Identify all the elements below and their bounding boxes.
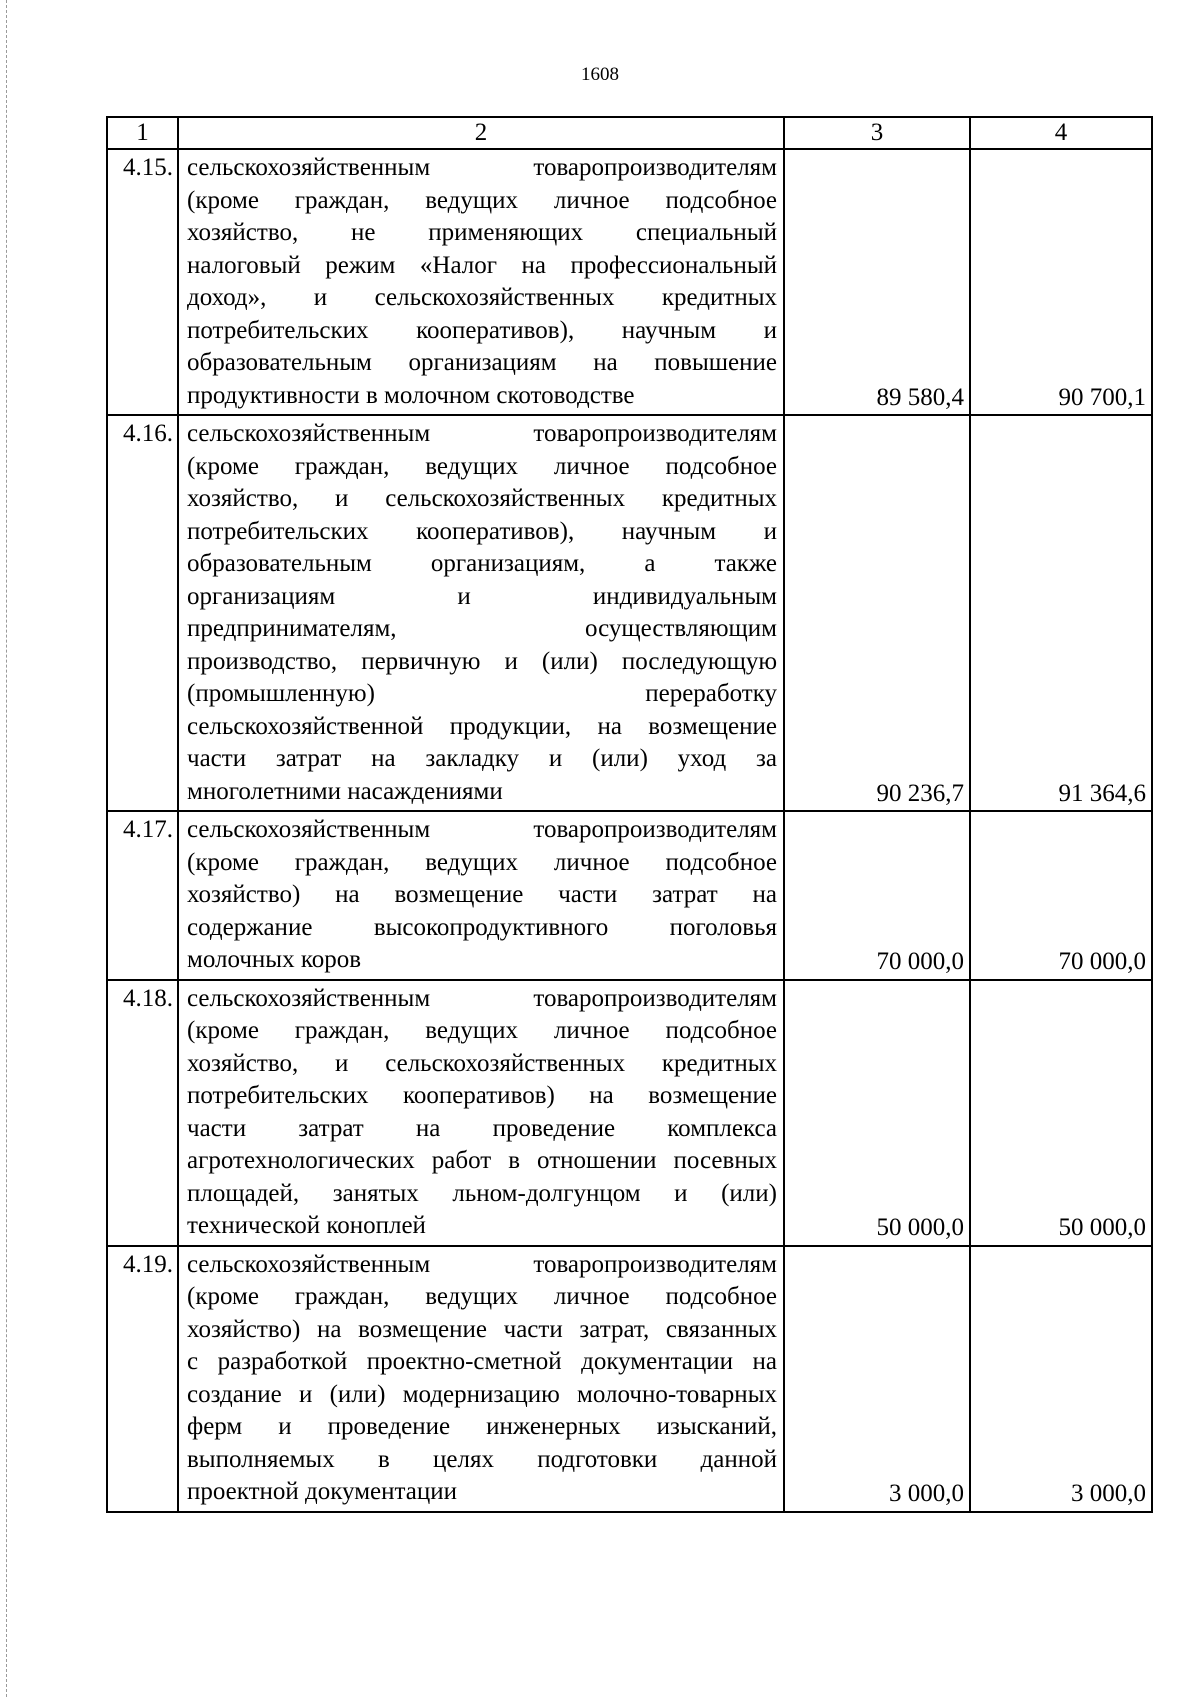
page-number: 1608 [581,64,619,85]
budget-table [106,116,1153,1513]
header-cell-4: 4 [970,117,1152,149]
value-col4: 70 000,0 [970,811,1152,980]
value-col3: 50 000,0 [784,980,970,1246]
description-line: выполняемых в целях подготовки данной [187,1445,777,1473]
table-row [107,980,1152,1246]
row-description [178,149,784,415]
description-line: ферм и проведение инженерных изысканий, [187,1413,777,1440]
description-line: сельскохозяйственным товаропроизводителям [187,816,777,843]
description-last-line: продуктивности в молочном скотоводстве [187,381,635,409]
description-line: производство, первичную и (или) последующую [187,647,777,675]
description-line: содержание высокопродуктивного поголовья [187,913,777,941]
description-line: создание и (или) модернизацию молочно-товарных [187,1380,777,1408]
header-cell-3: 3 [784,117,970,149]
description-line: хозяйство, и сельскохозяйственных кредитных [187,1049,777,1077]
description-line: части затрат на закладку и (или) уход за [187,745,777,772]
description-line: потребительских кооперативов), научным и [187,517,777,545]
description-line: части затрат на проведение комплекса [187,1114,777,1142]
description-line: организациям и индивидуальным [187,582,777,610]
row-description [178,980,784,1246]
description-line: образовательным организациям на повышение [187,349,777,376]
description-last-line: проектной документации [187,1478,457,1505]
row-number: 4.16. [107,415,178,811]
table-row [107,149,1152,415]
description-line: сельскохозяйственным товаропроизводителям [187,984,777,1012]
row-number: 4.17. [107,811,178,980]
value-col4: 50 000,0 [970,980,1152,1246]
table-body [107,117,1152,1512]
row-description [178,1246,784,1512]
description-line: потребительских кооперативов), научным и [187,316,777,344]
description-line: (кроме граждан, ведущих личное подсобное [187,452,777,480]
table-row [107,1246,1152,1512]
row-description [178,415,784,811]
description-line: с разработкой проектно-сметной документации на [187,1348,777,1375]
description-line: хозяйство, не применяющих специальный [187,219,777,246]
description-last-line: технической коноплей [187,1212,426,1239]
value-col4: 91 364,6 [970,415,1152,811]
description-line: потребительских кооперативов) на возмещение [187,1082,777,1109]
header-cell-2: 2 [178,117,784,149]
description-line: хозяйство) на возмещение части затрат на [187,881,777,908]
header-cell-1: 1 [107,117,178,149]
description-line: сельскохозяйственной продукции, на возмещение [187,712,777,740]
value-col3: 90 236,7 [784,415,970,811]
description-line: (промышленную) переработку [187,680,777,707]
table-row [107,415,1152,811]
description-line: (кроме граждан, ведущих личное подсобное [187,186,777,214]
description-line: площадей, занятых льном-долгунцом и (или) [187,1179,777,1207]
value-col3: 3 000,0 [784,1246,970,1512]
description-line: предпринимателям, осуществляющим [187,615,777,642]
value-col4: 3 000,0 [970,1246,1152,1512]
description-line: хозяйство) на возмещение части затрат, связанных [187,1315,777,1343]
description-line: агротехнологических работ в отношении посевных [187,1147,777,1174]
scan-edge-line [6,0,8,1697]
table-header-row [107,117,1152,149]
description-line: (кроме граждан, ведущих личное подсобное [187,848,777,876]
value-col3: 89 580,4 [784,149,970,415]
table-row [107,811,1152,980]
description-last-line: многолетними насаждениями [187,777,503,805]
description-line: налоговый режим «Налог на профессиональный [187,251,777,279]
row-number: 4.18. [107,980,178,1246]
description-line: хозяйство, и сельскохозяйственных кредитных [187,485,777,512]
description-line: образовательным организациям, а также [187,550,777,577]
description-last-line: молочных коров [187,946,361,973]
description-line: сельскохозяйственным товаропроизводителям [187,154,777,181]
value-col4: 90 700,1 [970,149,1152,415]
description-line: доход», и сельскохозяйственных кредитных [187,284,777,311]
description-line: (кроме граждан, ведущих личное подсобное [187,1017,777,1044]
row-number: 4.15. [107,149,178,415]
description-line: (кроме граждан, ведущих личное подсобное [187,1283,777,1310]
value-col3: 70 000,0 [784,811,970,980]
description-line: сельскохозяйственным товаропроизводителям [187,1250,777,1278]
row-number: 4.19. [107,1246,178,1512]
description-line: сельскохозяйственным товаропроизводителям [187,420,777,447]
row-description [178,811,784,980]
